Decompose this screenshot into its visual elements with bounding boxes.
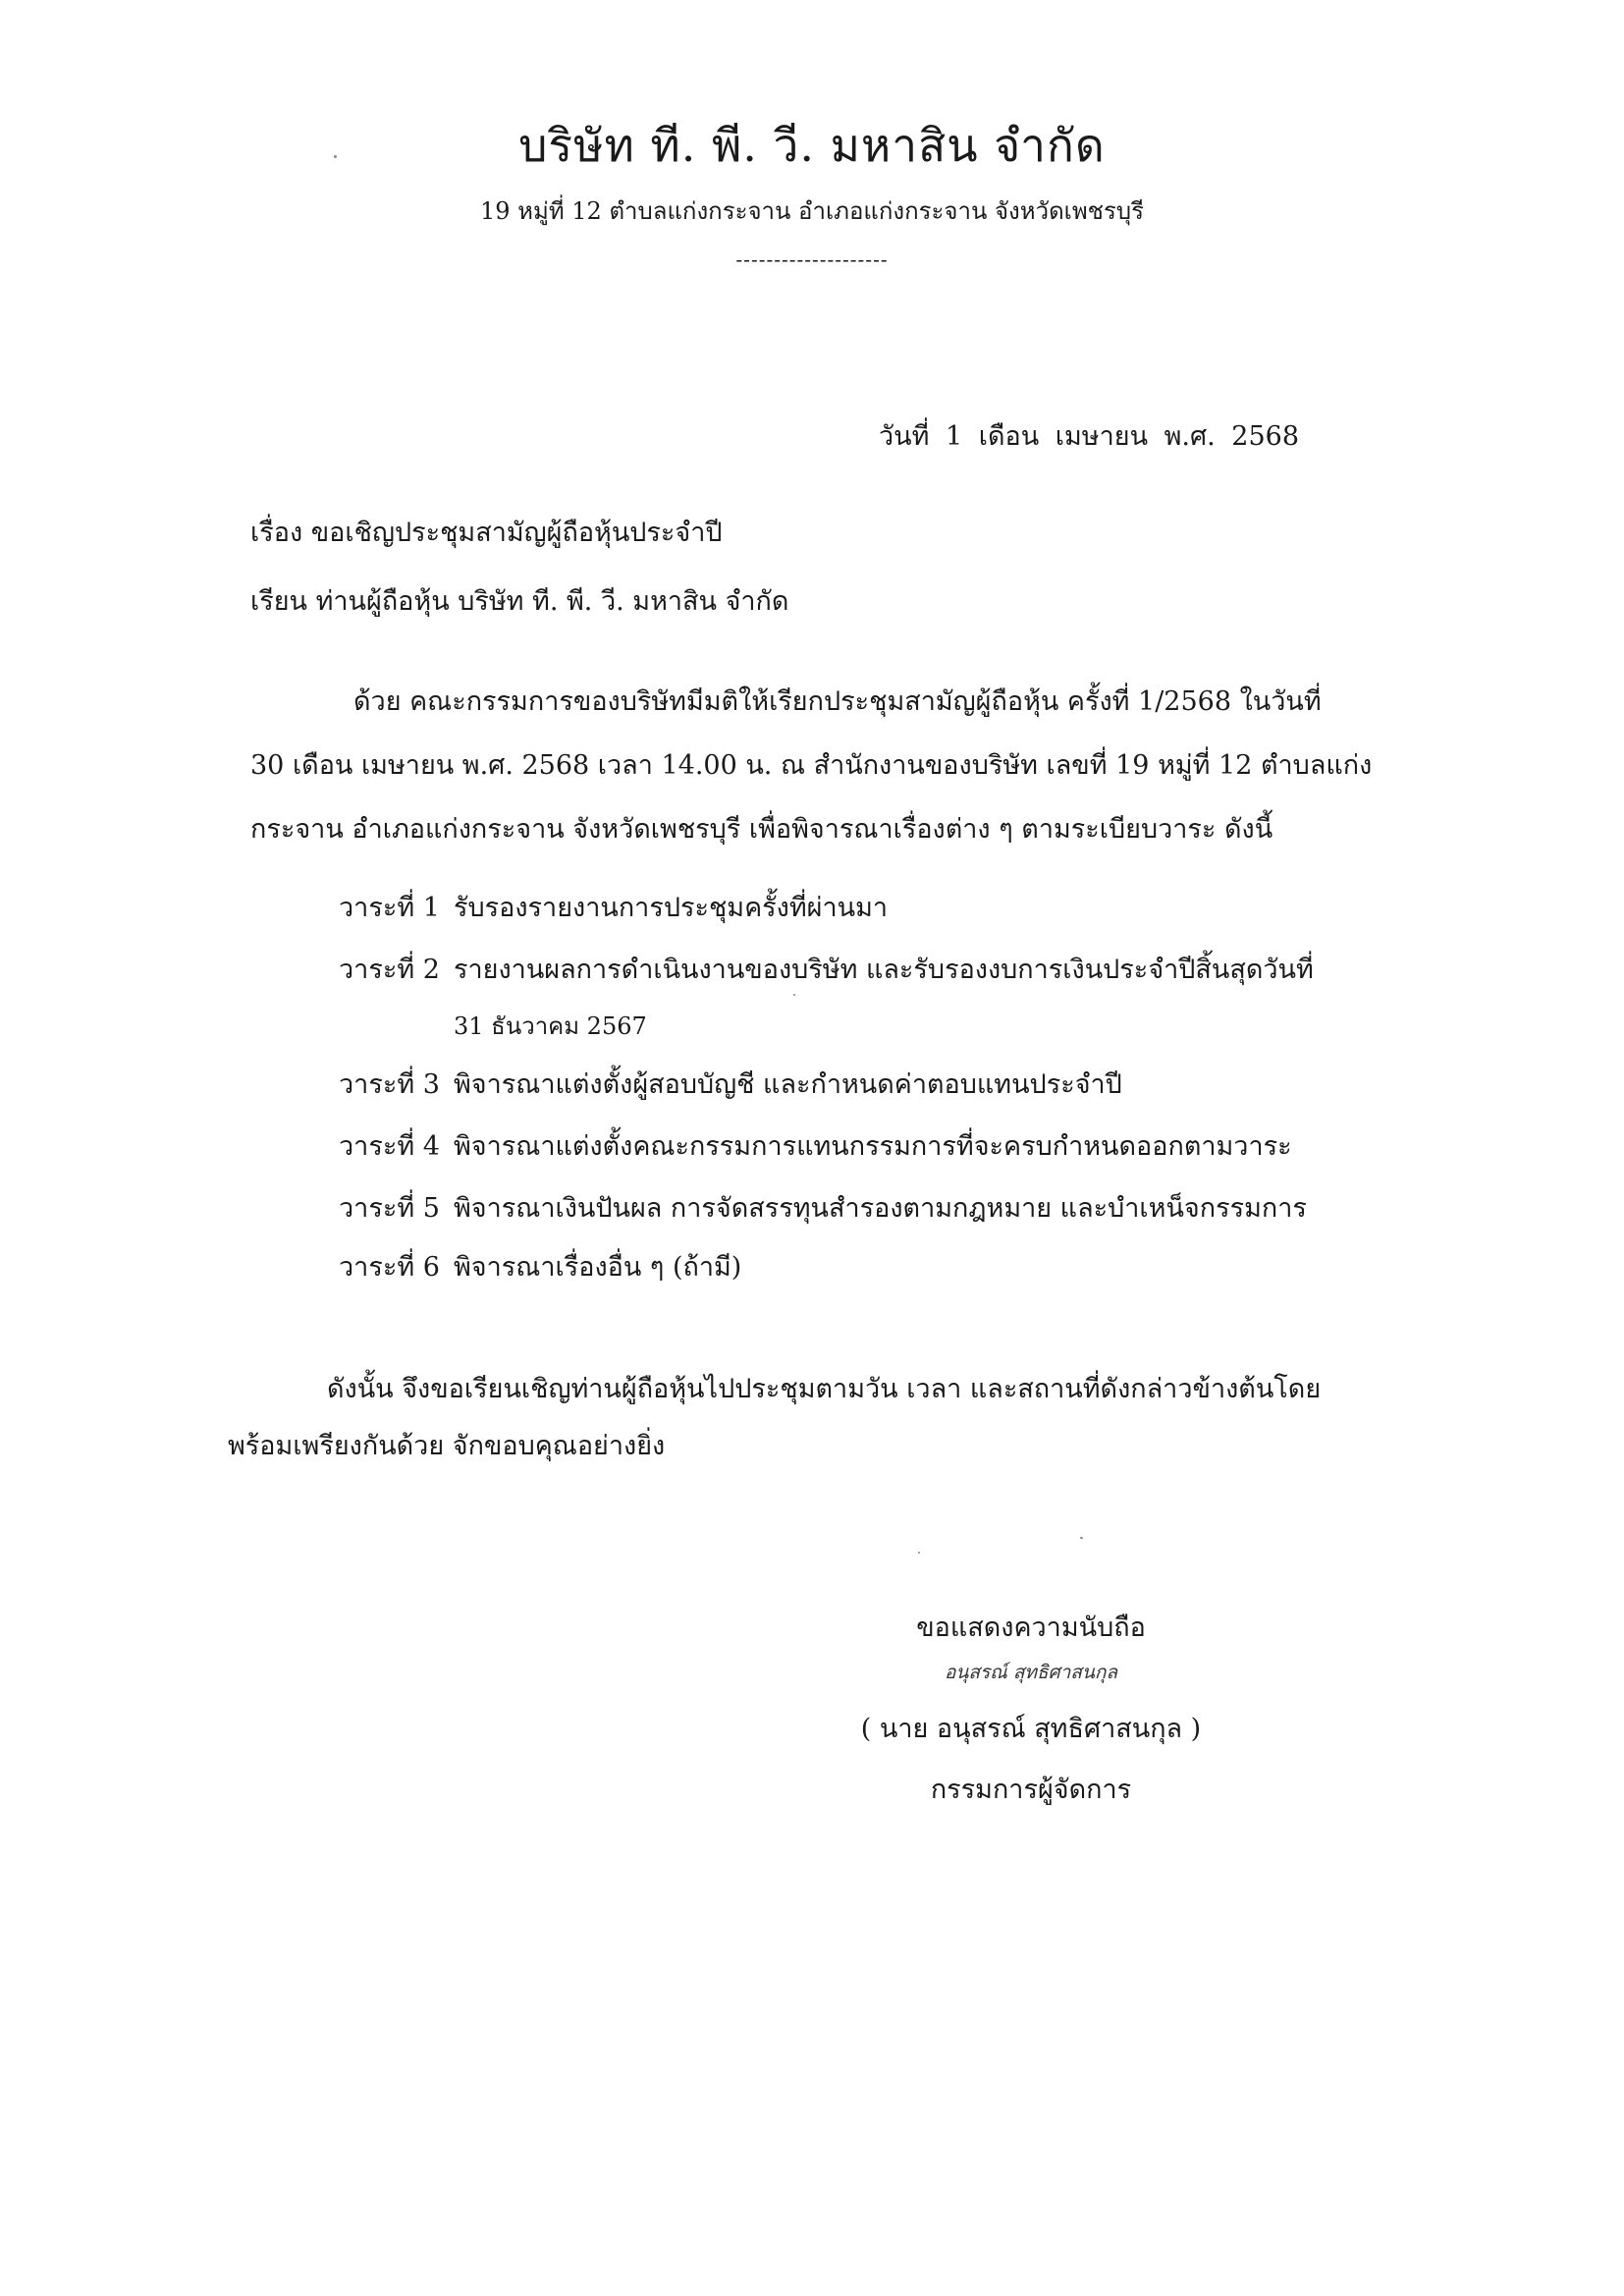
agenda-text-5: พิจารณาเงินปันผล การจัดสรรทุนสำรองตามกฎหมาย และบำเหน็จกรรมการ [454, 1193, 1307, 1224]
agenda-label-4: วาระที่ 4 [339, 1131, 440, 1162]
agenda-text-2: รายงานผลการดำเนินงานของบริษัท และรับรองงบการเงินประจำปีสิ้นสุดวันที่ [454, 955, 1314, 985]
agenda-label-6: วาระที่ 6 [339, 1252, 440, 1283]
signature-name: ( นาย อนุสรณ์ สุทธิศาสนกุล ) [860, 1714, 1202, 1744]
body-paragraph-line-3: กระจาน อำเภอแก่งกระจาน จังหวัดเพชรบุรี เพื่อพิจารณาเรื่องต่าง ๆ ตามระเบียบวาระ ดังนี้ [250, 814, 1273, 845]
signature-handwritten: อนุสรณ์ สุทธิศาสนกุล [944, 1662, 1118, 1683]
scan-speck [793, 994, 795, 996]
agenda-text-4: พิจารณาแต่งตั้งคณะกรรมการแทนกรรมการที่จะครบกำหนดออกตามวาระ [454, 1131, 1292, 1162]
letter-date: วันที่ 1 เดือน เมษายน พ.ศ. 2568 [879, 421, 1300, 452]
agenda-text-6: พิจารณาเรื่องอื่น ๆ (ถ้ามี) [454, 1252, 742, 1283]
scan-speck [918, 1552, 920, 1554]
header-separator: -------------------- [735, 247, 889, 271]
signature-position: กรรมการผู้จัดการ [930, 1775, 1132, 1805]
body-paragraph-line-2: 30 เดือน เมษายน พ.ศ. 2568 เวลา 14.00 น. ณ สำนักงานของบริษัท เลขที่ 19 หมู่ที่ 12 ตำบลแก่ง [250, 750, 1373, 781]
agenda-text-2-continuation: 31 ธันวาคม 2567 [454, 1012, 647, 1040]
letter-recipient: เรียน ท่านผู้ถือหุ้น บริษัท ที. พี. วี. มหาสิน จำกัด [250, 586, 789, 617]
agenda-text-3: พิจารณาแต่งตั้งผู้สอบบัญชี และกำหนดค่าตอบแทนประจำปี [454, 1069, 1122, 1100]
scan-speck [334, 155, 337, 158]
closing-line-1: ดังนั้น จึงขอเรียนเชิญท่านผู้ถือหุ้นไปประชุมตามวัน เวลา และสถานที่ดังกล่าวข้างต้นโดย [327, 1374, 1322, 1404]
body-paragraph-line-1: ด้วย คณะกรรมการของบริษัทมีมติให้เรียกประชุมสามัญผู้ถือหุ้น ครั้งที่ 1/2568 ในวันที่ [353, 686, 1322, 717]
agenda-label-1: วาระที่ 1 [339, 893, 440, 923]
company-address: 19 หมู่ที่ 12 ตำบลแก่งกระจาน อำเภอแก่งกระจาน จังหวัดเพชรบุรี [480, 197, 1144, 225]
agenda-label-3: วาระที่ 3 [339, 1069, 440, 1100]
signature-regards: ขอแสดงความนับถือ [916, 1613, 1146, 1643]
letter-subject: เรื่อง ขอเชิญประชุมสามัญผู้ถือหุ้นประจำปี [250, 518, 723, 548]
scan-speck [1080, 1537, 1083, 1539]
agenda-label-5: วาระที่ 5 [339, 1193, 440, 1224]
agenda-label-2: วาระที่ 2 [339, 955, 440, 985]
agenda-text-1: รับรองรายงานการประชุมครั้งที่ผ่านมา [454, 893, 889, 923]
company-name: บริษัท ที. พี. วี. มหาสิน จำกัด [518, 119, 1106, 172]
closing-line-2: พร้อมเพรียงกันด้วย จักขอบคุณอย่างยิ่ง [228, 1431, 666, 1461]
